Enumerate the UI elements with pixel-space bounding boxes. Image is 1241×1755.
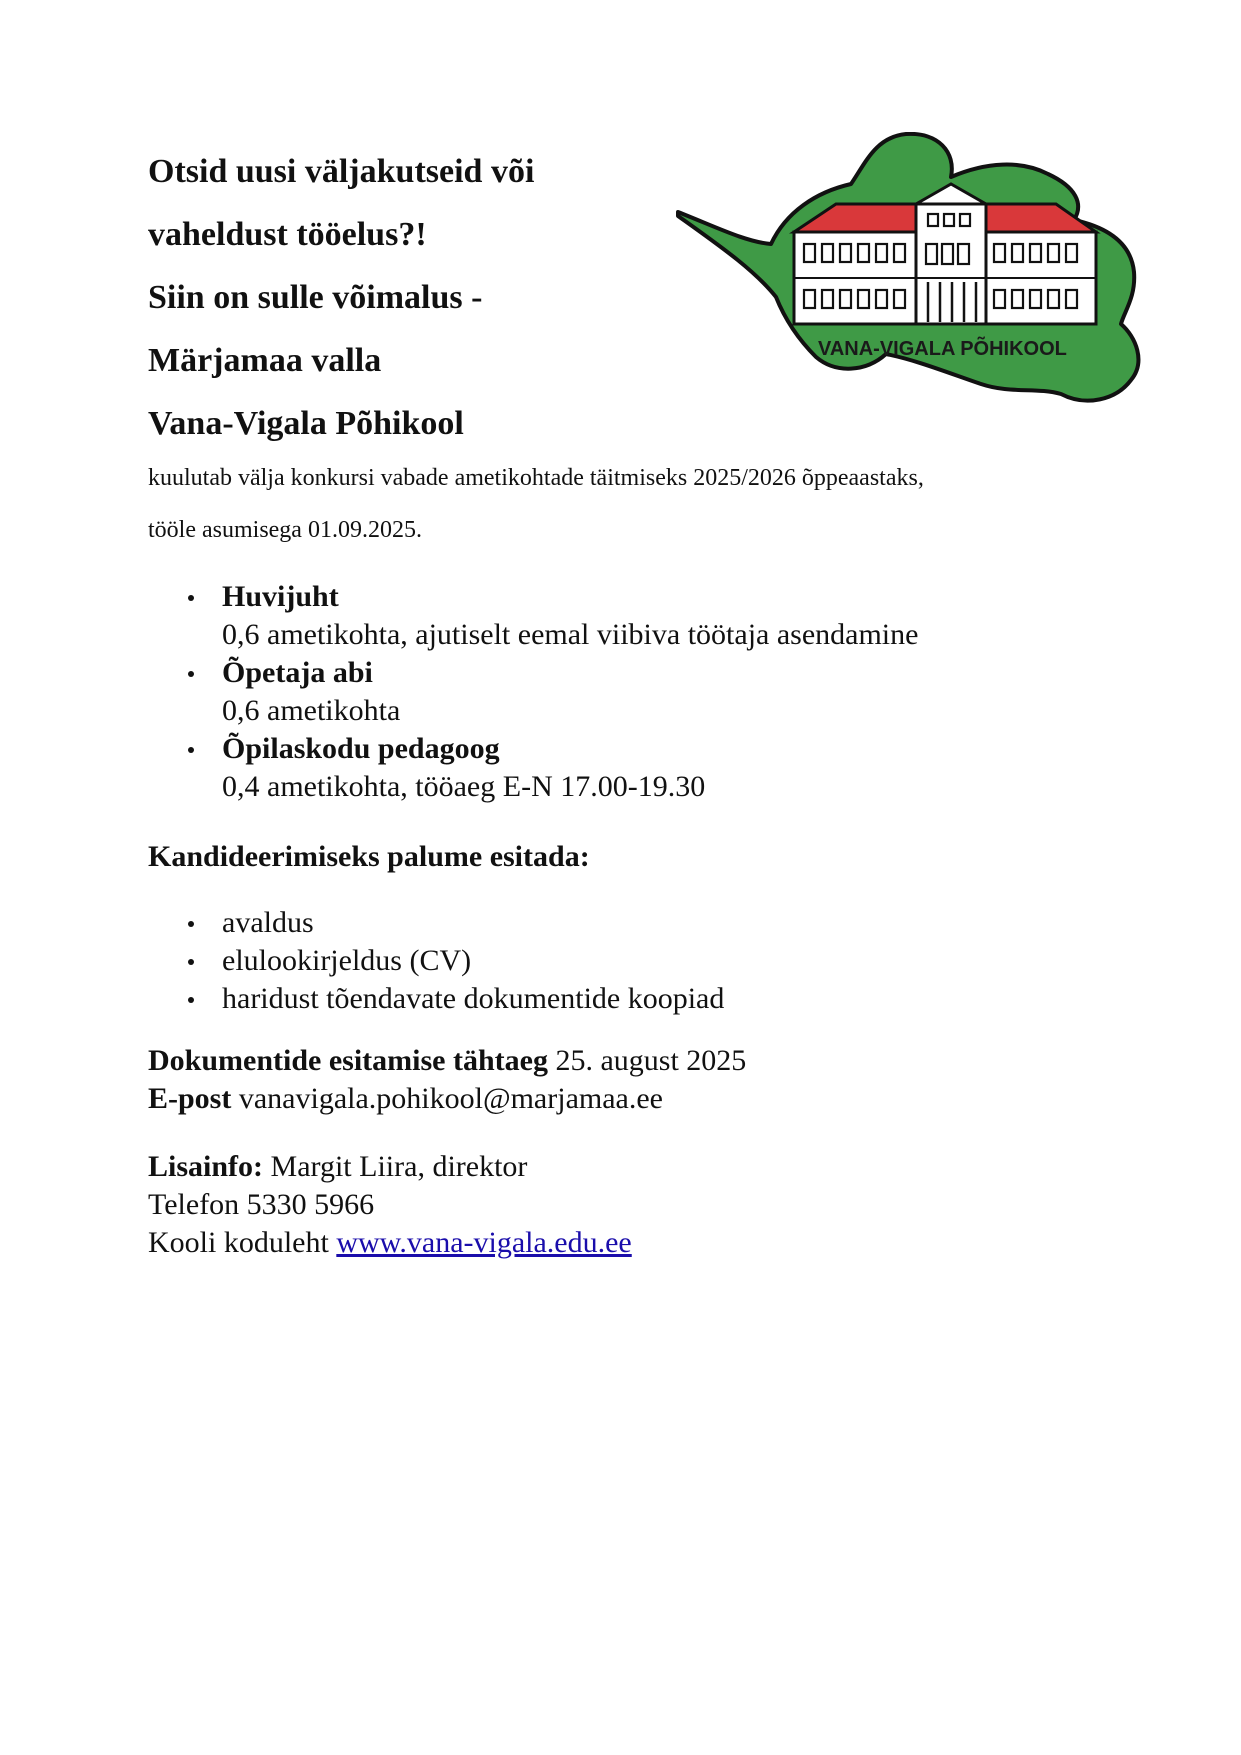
logo-window bbox=[994, 244, 1005, 262]
list-item: avaldus bbox=[148, 904, 724, 942]
logo-window bbox=[1030, 290, 1041, 308]
logo-window bbox=[928, 214, 938, 226]
positions-list bbox=[148, 578, 918, 806]
logo-window bbox=[1012, 290, 1023, 308]
logo-window bbox=[926, 244, 937, 264]
logo-window bbox=[858, 290, 869, 308]
logo-window bbox=[960, 214, 970, 226]
website-label: Kooli koduleht bbox=[148, 1226, 337, 1259]
headline bbox=[148, 140, 534, 455]
list-item: haridust tõendavate dokumentide koopiad bbox=[148, 980, 724, 1018]
headline-line: Otsid uusi väljakutseid või bbox=[148, 153, 535, 190]
info-label: Lisainfo: bbox=[148, 1150, 264, 1183]
logo-window bbox=[840, 244, 851, 262]
logo-window bbox=[1048, 290, 1059, 308]
deadline-block bbox=[148, 1042, 746, 1118]
position-desc: 0,6 ametikohta bbox=[222, 694, 401, 727]
school-logo bbox=[676, 132, 1154, 412]
position-desc: 0,6 ametikohta, ajutiselt eemal viibiva töötaja asendamine bbox=[222, 618, 919, 651]
logo-window bbox=[958, 244, 969, 264]
headline-line: Märjamaa valla bbox=[148, 342, 382, 379]
deadline-line bbox=[148, 1042, 746, 1080]
logo-window bbox=[1030, 244, 1041, 262]
logo-window bbox=[1048, 244, 1059, 262]
logo-window bbox=[894, 244, 905, 262]
info-line bbox=[148, 1148, 632, 1186]
phone-line: Telefon 5330 5966 bbox=[148, 1188, 375, 1221]
logo-window bbox=[894, 290, 905, 308]
logo-window bbox=[1066, 290, 1077, 308]
intro-text bbox=[148, 452, 924, 556]
logo-window bbox=[822, 244, 833, 262]
logo-window bbox=[944, 214, 954, 226]
logo-window bbox=[876, 290, 887, 308]
list-item: elulookirjeldus (CV) bbox=[148, 942, 724, 980]
email-value: vanavigala.pohikool@marjamaa.ee bbox=[231, 1082, 663, 1115]
website-line bbox=[148, 1224, 632, 1262]
headline-line: Siin on sulle võimalus - bbox=[148, 279, 483, 316]
logo-window bbox=[840, 290, 851, 308]
logo-window bbox=[876, 244, 887, 262]
logo-window bbox=[1012, 244, 1023, 262]
logo-window bbox=[804, 244, 815, 262]
logo-text: VANA-VIGALA PÕHIKOOL bbox=[818, 338, 1067, 360]
logo-window bbox=[804, 290, 815, 308]
headline-line: Vana-Vigala Põhikool bbox=[148, 405, 464, 442]
position-desc: 0,4 ametikohta, tööaeg E-N 17.00-19.30 bbox=[222, 770, 706, 803]
logo-window bbox=[858, 244, 869, 262]
documents-heading: Kandideerimiseks palume esitada: bbox=[148, 840, 590, 873]
deadline-label: Dokumentide esitamise tähtaeg bbox=[148, 1044, 548, 1077]
contact-block bbox=[148, 1148, 632, 1262]
info-value: Margit Liira, direktor bbox=[263, 1150, 528, 1183]
position-title: Õpilaskodu pedagoog bbox=[222, 732, 500, 765]
website-link[interactable]: www.vana-vigala.edu.ee bbox=[336, 1226, 632, 1259]
list-item bbox=[148, 578, 918, 654]
logo-window bbox=[942, 244, 953, 264]
intro-line-1: kuulutab välja konkursi vabade ametikohtade täitmiseks 2025/2026 õppeaastaks, bbox=[148, 465, 924, 491]
email-label: E-post bbox=[148, 1082, 232, 1115]
intro-line-2: tööle asumisega 01.09.2025. bbox=[148, 517, 422, 543]
position-title: Õpetaja abi bbox=[222, 656, 373, 689]
logo-window bbox=[1066, 244, 1077, 262]
email-line bbox=[148, 1080, 746, 1118]
logo-window bbox=[822, 290, 833, 308]
position-title: Huvijuht bbox=[222, 580, 339, 613]
documents-list bbox=[148, 904, 724, 1018]
logo-window bbox=[994, 290, 1005, 308]
list-item bbox=[148, 654, 918, 730]
deadline-value: 25. august 2025 bbox=[547, 1044, 747, 1077]
headline-line: vaheldust tööelus?! bbox=[148, 216, 427, 253]
list-item bbox=[148, 730, 918, 806]
